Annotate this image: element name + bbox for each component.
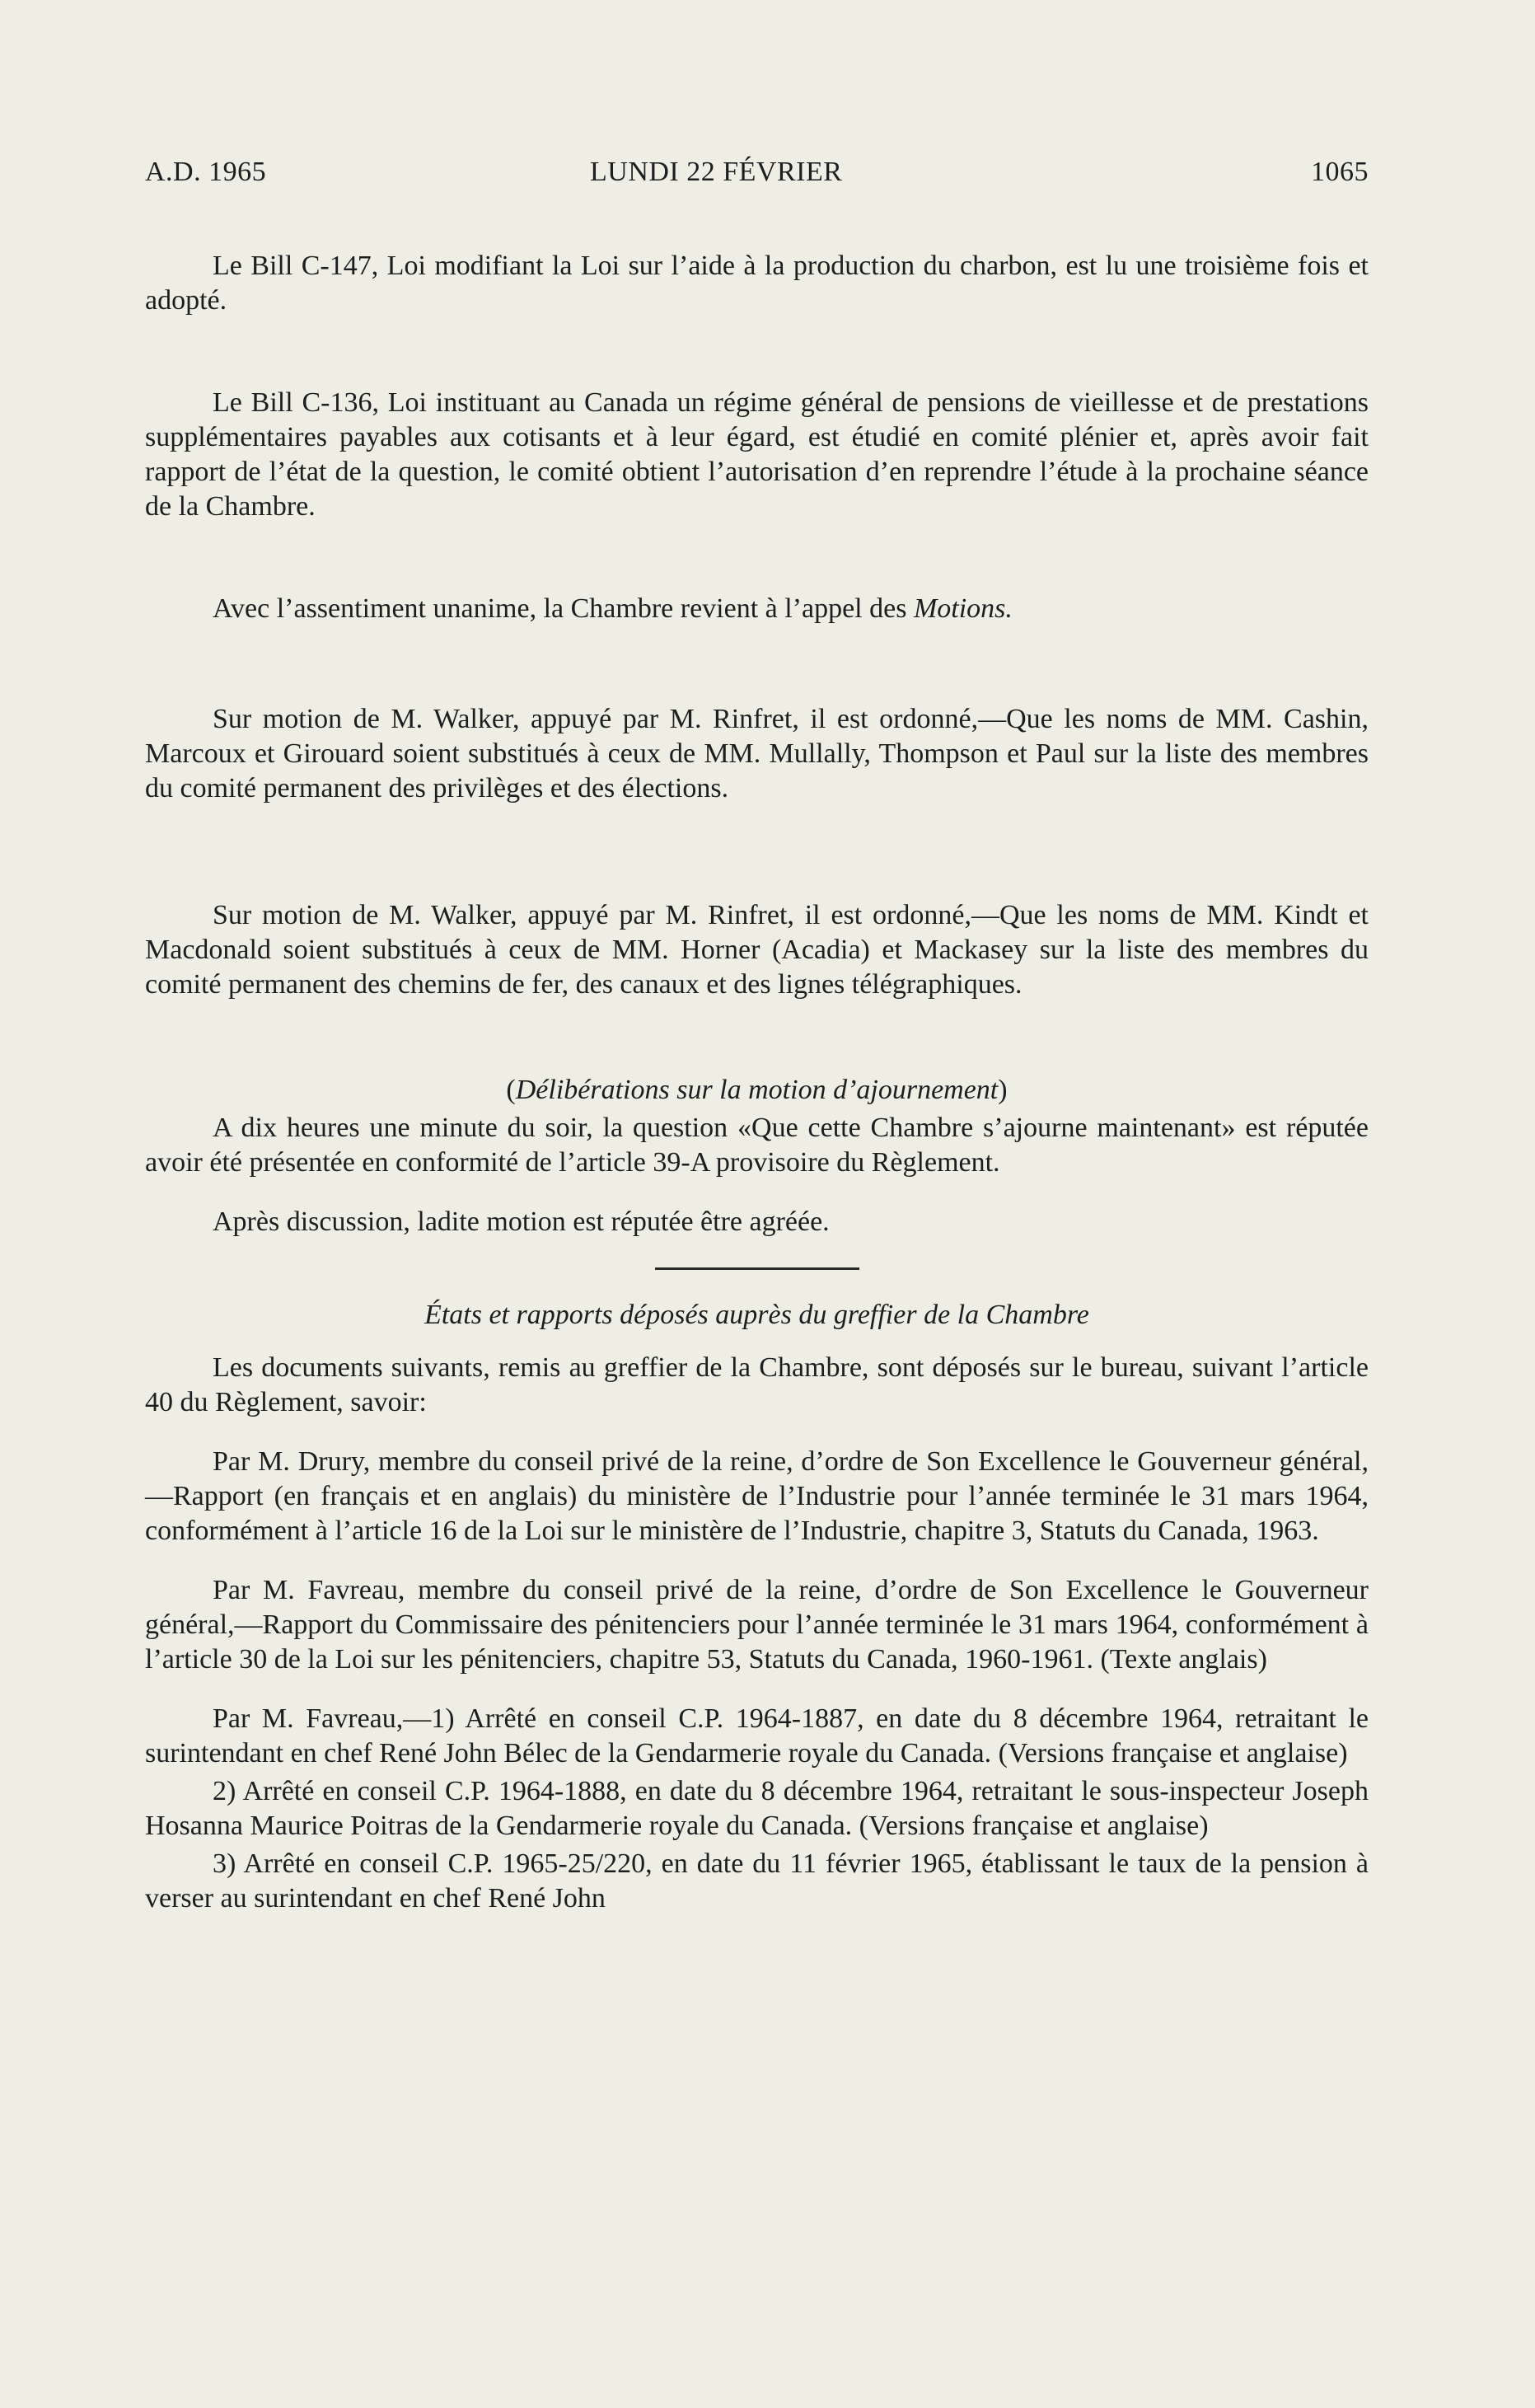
- header-year: A.D. 1965: [145, 157, 267, 187]
- assent-text: Avec l’assentiment unanime, la Chambre revient à l’appel des: [213, 593, 914, 624]
- paragraph-order-2: 2) Arrêté en conseil C.P. 1964-1888, en date du 8 décembre 1964, retraitant le sous-inspecteur Joseph Hosanna Maurice Poitras de la Gendarmerie royale du Canada. (Versions française et anglaise): [145, 1776, 1369, 1841]
- document-body: [145, 249, 1369, 1916]
- paragraph-adjournment-agreed: Après discussion, ladite motion est réputée être agréée.: [213, 1206, 830, 1237]
- paragraph-returns-intro: Les documents suivants, remis au greffier de la Chambre, sont déposés sur le bureau, suivant l’article 40 du Règlement, savoir:: [145, 1352, 1369, 1417]
- paragraph-adjournment-question: A dix heures une minute du soir, la question «Que cette Chambre s’ajourne maintenant» est réputée avoir été présentée en conformité de l’article 39-A provisoire du Règlement.: [145, 1113, 1369, 1178]
- paragraph-bill-c136: Le Bill C-136, Loi instituant au Canada un régime général de pensions de vieillesse et de prestations supplémentaires payables aux cotisants et à leur égard, est étudié en comité plénier et, après avoir fait rapport de l’état de la question, le comité obtient l’autorisation d’en reprendre l’étude à la prochaine séance de la Chambre.: [145, 387, 1369, 522]
- returns-heading: États et rapports déposés auprès du greffier de la Chambre: [424, 1300, 1089, 1330]
- paragraph-bill-c147: Le Bill C-147, Loi modifiant la Loi sur l’aide à la production du charbon, est lu une troisième fois et adopté.: [145, 251, 1369, 316]
- assent-motions-italic: Motions.: [913, 593, 1013, 624]
- page-header: [145, 157, 1369, 198]
- adjournment-heading-italic: Délibérations sur la motion d’ajournement: [515, 1075, 999, 1105]
- adjournment-heading: [145, 1073, 1369, 1108]
- adjournment-heading-open: (: [506, 1075, 516, 1105]
- paragraph-motion-walker-privileges: Sur motion de M. Walker, appuyé par M. Rinfret, il est ordonné,—Que les noms de MM. Cashin, Marcoux et Girouard soient substitués à ceux de MM. Mullally, Thompson et Paul sur la liste des membres du comité permanent des privilèges et des élections.: [145, 704, 1369, 803]
- header-date: LUNDI 22 FÉVRIER: [590, 157, 843, 187]
- adjournment-heading-close: ): [998, 1075, 1008, 1105]
- paragraph-drury-report: Par M. Drury, membre du conseil privé de la reine, d’ordre de Son Excellence le Gouverneur général,—Rapport (en français et en anglais) du ministère de l’Industrie pour l’année terminée le 31 mars 1964, conformément à l’article 16 de la Loi sur le ministère de l’Industrie, chapitre 3, Statuts du Canada, 1963.: [145, 1446, 1369, 1546]
- paragraph-motion-walker-railways: Sur motion de M. Walker, appuyé par M. Rinfret, il est ordonné,—Que les noms de MM. Kindt et Macdonald soient substitués à ceux de MM. Horner (Acadia) et Mackasey sur la liste des membres du comité permanent des chemins de fer, des canaux et des lignes télégraphiques.: [145, 900, 1369, 1000]
- page-number: 1065: [1311, 157, 1369, 187]
- paragraph-unanimous-assent: [145, 592, 1369, 626]
- paragraph-order-3: 3) Arrêté en conseil C.P. 1965-25/220, en date du 11 février 1965, établissant le taux de la pension à verser au surintendant en chef René John: [145, 1848, 1369, 1914]
- paragraph-favreau-penitentiaries: Par M. Favreau, membre du conseil privé de la reine, d’ordre de Son Excellence le Gouverneur général,—Rapport du Commissaire des pénitenciers pour l’année terminée le 31 mars 1964, conformément à l’article 30 de la Loi sur les pénitenciers, chapitre 53, Statuts du Canada, 1960-1961. (Texte anglais): [145, 1575, 1369, 1675]
- paragraph-favreau-order-1: Par M. Favreau,—1) Arrêté en conseil C.P. 1964-1887, en date du 8 décembre 1964, retraitant le surintendant en chef René John Bélec de la Gendarmerie royale du Canada. (Versions française et anglaise): [145, 1703, 1369, 1769]
